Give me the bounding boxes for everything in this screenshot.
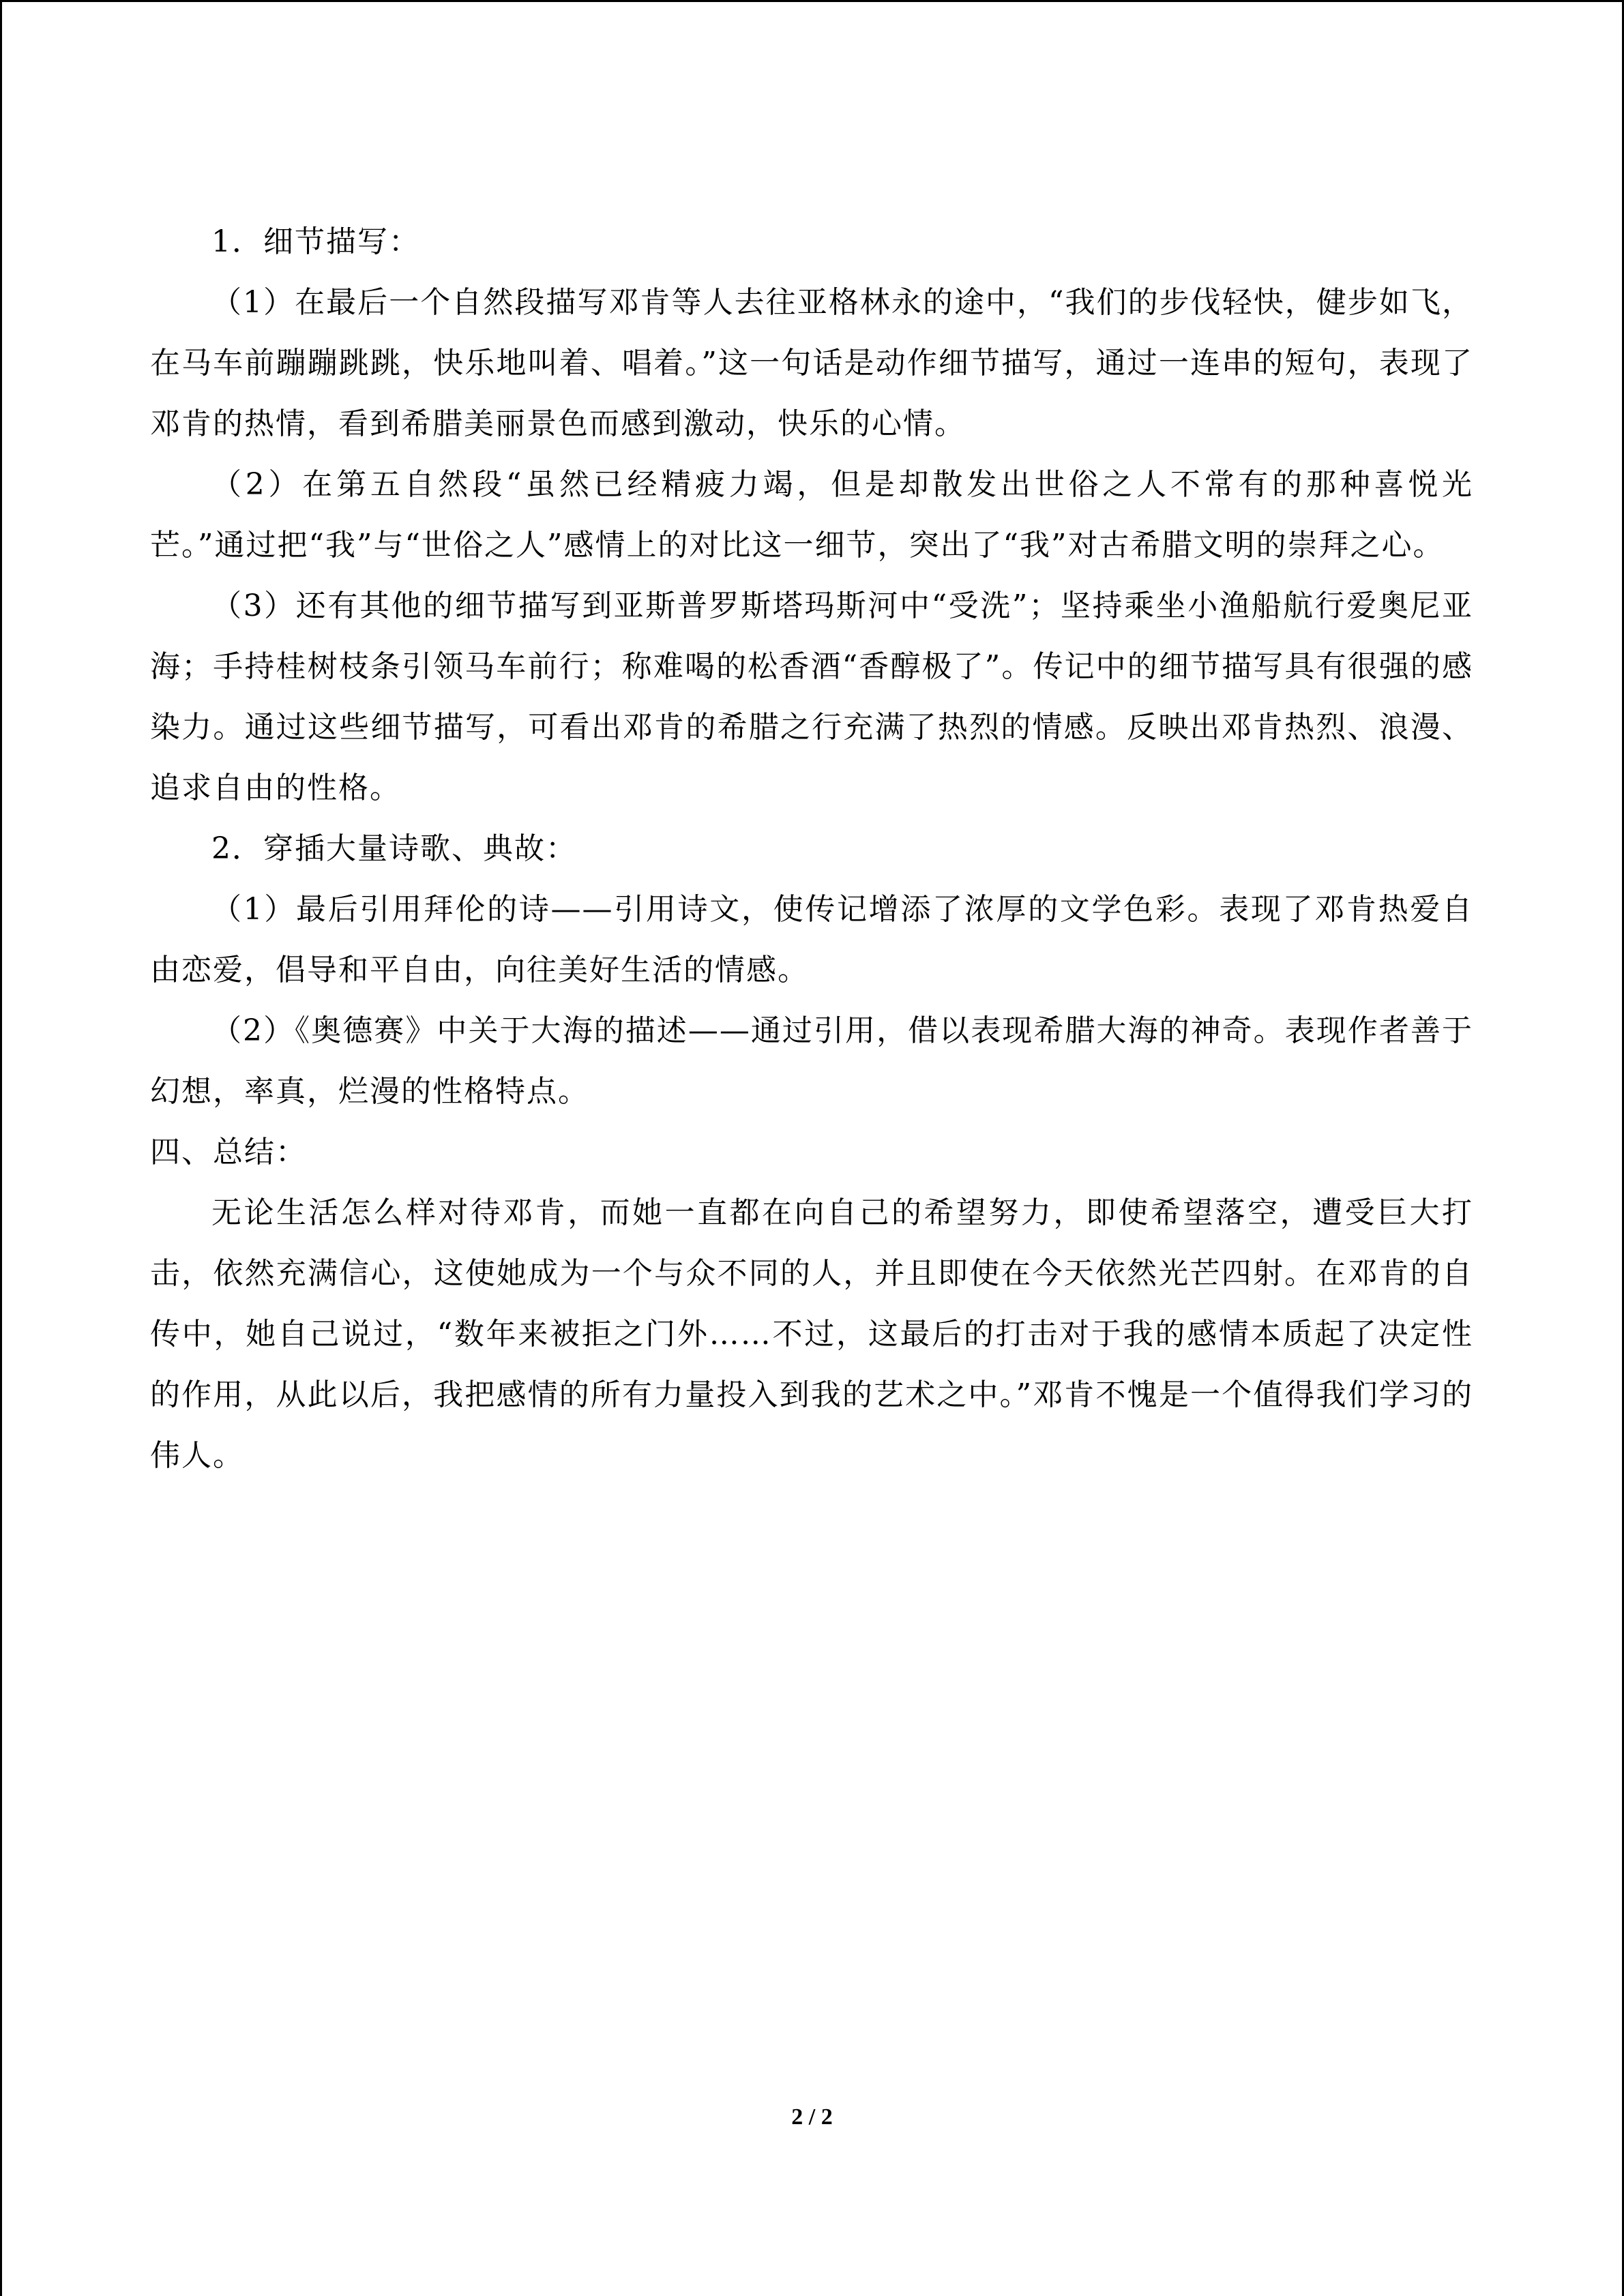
paragraph-detail-3: （3）还有其他的细节描写到亚斯普罗斯塔玛斯河中“受洗”；坚持乘坐小渔船航行爱奥尼亚海；手持桂树枝条引领马车前行；称难喝的松香酒“香醇极了”。传记中的细节描写具有很强的感染力。通过这些细节描写，可看出邓肯的希腊之行充满了热烈的情感。反映出邓肯热烈、浪漫、追求自由的性格。 — [150, 588, 1473, 805]
page-top-border — [0, 0, 1624, 2]
heading-detail-description: 1．细节描写： — [211, 224, 420, 259]
page-left-border — [0, 0, 2, 2296]
paragraph-detail-1: （1）在最后一个自然段描写邓肯等人去往亚格林永的途中，“我们的步伐轻快，健步如飞，在马车前蹦蹦跳跳，快乐地叫着、唱着。”这一句话是动作细节描写，通过一连串的短句，表现了邓肯的热情，看到希腊美丽景色而感到激动，快乐的心情。 — [150, 285, 1473, 441]
heading-summary: 四、总结： — [150, 1135, 307, 1169]
paragraph-detail-2: （2）在第五自然段“虽然已经精疲力竭，但是却散发出世俗之人不常有的那种喜悦光芒。”通过把“我”与“世俗之人”感情上的对比这一细节，突出了“我”对古希腊文明的崇拜之心。 — [150, 467, 1473, 563]
document-body — [150, 211, 1473, 1486]
paragraph-summary: 无论生活怎么样对待邓肯，而她一直都在向自己的希望努力，即使希望落空，遭受巨大打击，依然充满信心，这使她成为一个与众不同的人，并且即使在今天依然光芒四射。在邓肯的自传中，她自己说过，“数年来被拒之门外……不过，这最后的打击对于我的感情本质起了决定性的作用，从此以后，我把感情的所有力量投入到我的艺术之中。”邓肯不愧是一个值得我们学习的伟人。 — [150, 1195, 1473, 1473]
paragraph-poetry-2: （2）《奥德赛》中关于大海的描述——通过引用，借以表现希腊大海的神奇。表现作者善于幻想，率真，烂漫的性格特点。 — [150, 1013, 1473, 1109]
page-number: 2 / 2 — [791, 2104, 833, 2130]
heading-poetry-allusion: 2．穿插大量诗歌、典故： — [211, 831, 577, 866]
paragraph-poetry-1: （1）最后引用拜伦的诗——引用诗文，使传记增添了浓厚的文学色彩。表现了邓肯热爱自由恋爱，倡导和平自由，向往美好生活的情感。 — [150, 892, 1473, 987]
